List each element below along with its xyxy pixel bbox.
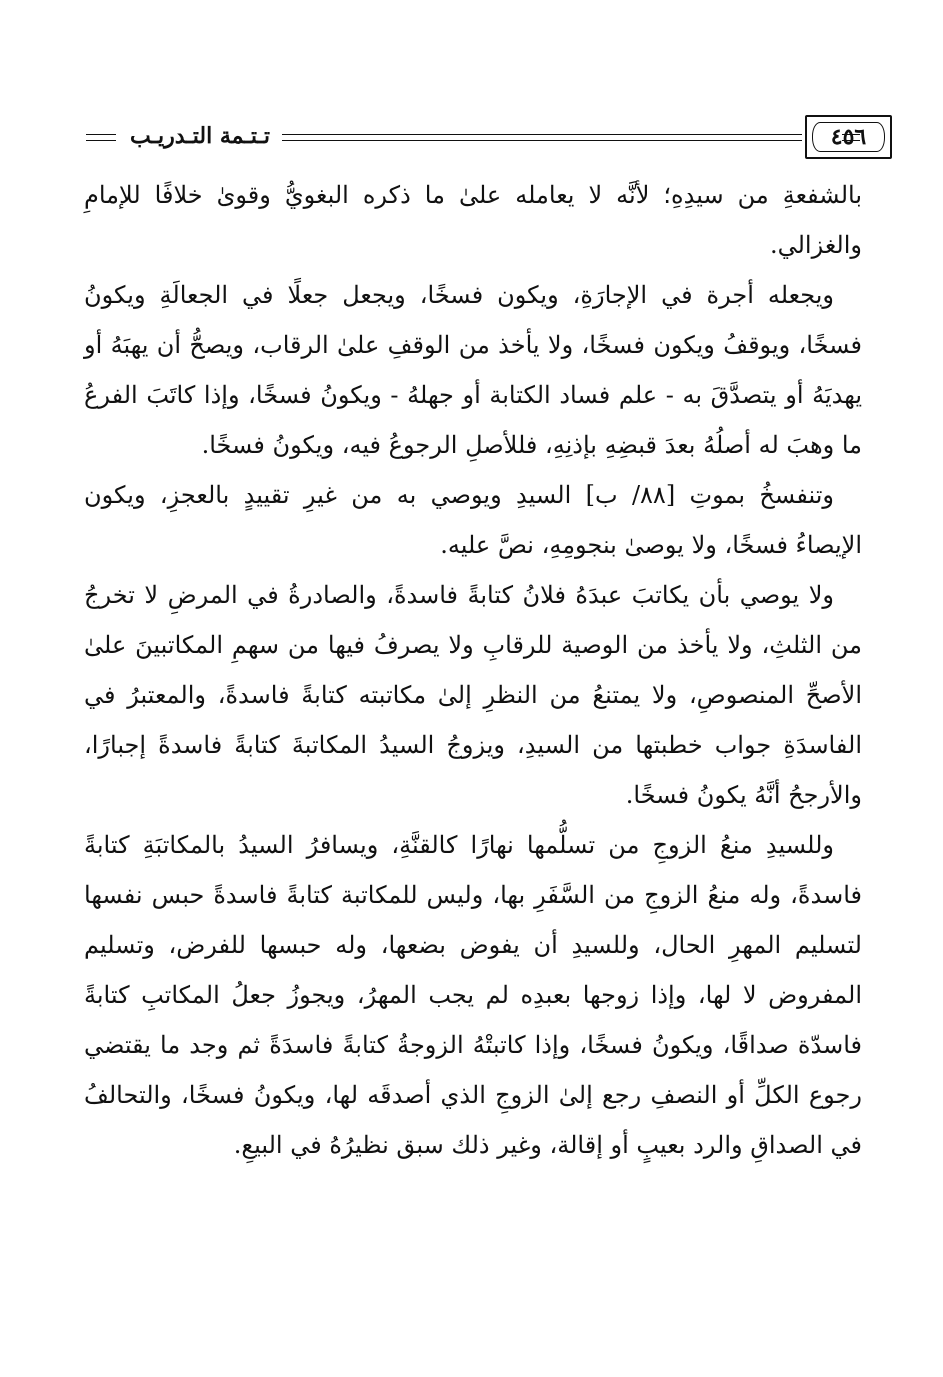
paragraph: وتنفسخُ بموتِ [٨٨/ ب] السيدِ ويوصي به من غيرِ تقييدٍ بالعجزِ، ويكون الإيصاءُ فسخًا، ولا يوصىٰ بنجومِهِ، نصَّ عليه. [84,481,862,559]
page-number: ٤٥٦ [812,122,885,152]
paragraph: وللسيدِ منعُ الزوجِ من تسلُّمها نهارًا كالقنَّةِ، ويسافرُ السيدُ بالمكاتبَةِ كتابةً فاسدةً، وله منعُ الزوجِ من السَّفَرِ بها، وليس للمكاتبة كتابةً فاسدةً حبس نفسها لتسليم المهرِ الحال، وللسيدِ أن يفوض بضعها، وله حبسها للفرض، وتسليم المفروض لا لها، وإذا زوجها بعبدِه لم يجب المهرُ، ويجوزُ جعلُ المكاتبِ كتابةً فاسدّة صداقًا، ويكونُ فسخًا، وإذا كاتبتْهُ الزوجةُ كتابةً فاسدَةً ثم وجد ما يقتضي رجوع الكلِّ أو النصفِ رجع إلىٰ الزوجِ الذي أصدقَه لها، ويكونُ فسخًا، والتحالفُ في الصداقِ والرد بعيبٍ أو إقالة، وغير ذلك سبق نظيرُهُ في البيعِ. [84,831,862,1159]
header-rule-left [86,134,116,141]
page-header [86,114,867,162]
header-rule-right [842,134,860,141]
header-rule-middle [282,134,802,141]
paragraph: بالشفعةِ من سيدِهِ؛ لأنَّه لا يعامله علىٰ ما ذكره البغويُّ وقوىٰ خلافًا للإمامِ والغزالي. [84,181,862,259]
running-title: تـتـمة التـدريـب [129,123,271,149]
body-text [84,170,862,1170]
paragraph: ولا يوصي بأن يكاتبَ عبدَهُ فلانُ كتابةً فاسدةً، والصادرةُ في المرضِ لا تخرجُ من الثلثِ، ولا يأخذ من الوصية للرقابِ ولا يصرفُ فيها من سهمِ المكاتبينَ علىٰ الأصحِّ المنصوصِ، ولا يمتنعُ من النظرِ إلىٰ مكاتبته كتابةً فاسدةً، والمعتبرُ في الفاسدَةِ جواب خطبتها من السيدِ، ويزوجُ السيدُ المكاتبةَ كتابةً فاسدةً إجبارًا، والأرجحُ أنَّهُ يكونُ فسخًا. [84,581,862,809]
paragraph: ويجعله أجرة في الإجارَةِ، ويكون فسخًا، ويجعل جعلًا في الجعالَةِ ويكونُ فسخًا، ويوقفُ ويكون فسخًا، ولا يأخذ من الوقفِ علىٰ الرقاب، ويصحُّ أن يهبَهُ أو يهديَهُ أو يتصدَّقَ به - علم فساد الكتابة أو جهلهُ - ويكونُ فسخًا، وإذا كاتَبَ الفرعُ ما وهبَ له أصلُهُ بعدَ قبضِهِ بإذنِهِ، فللأصلِ الرجوعُ فيه، ويكونُ فسخًا. [84,281,862,459]
